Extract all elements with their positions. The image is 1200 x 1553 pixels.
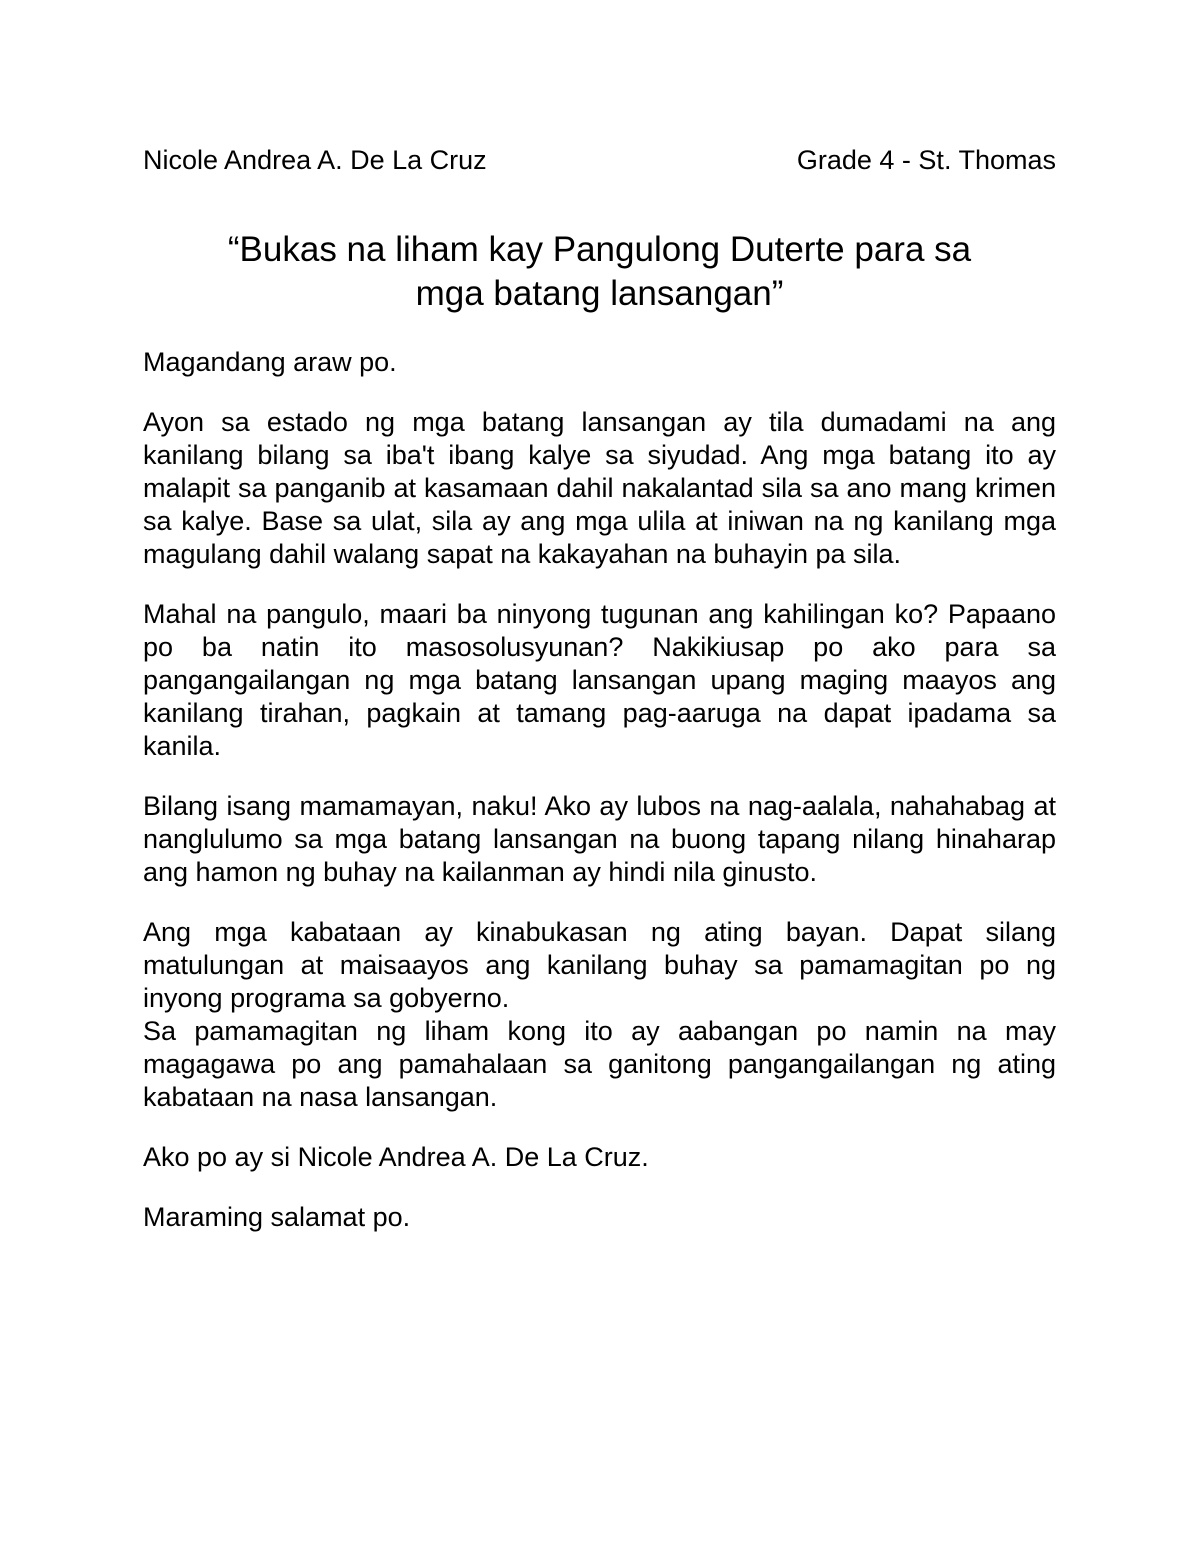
letter-closing: Maraming salamat po.	[143, 1202, 411, 1232]
letter-title-line-2: mga batang lansangan”	[415, 274, 784, 313]
letter-greeting: Magandang araw po.	[143, 347, 397, 377]
grade-section: Grade 4 - St. Thomas	[796, 145, 1056, 175]
letter-title	[143, 228, 1056, 316]
letter-paragraph-5: Sa pamamagitan ng liham kong ito ay aabangan po namin na may magagawa po ang pamahalaan sa ganitong pangangailangan ng ating kabataan na nasa lansangan.	[143, 1016, 1056, 1112]
document-header	[143, 143, 1056, 177]
letter-title-line-1: “Bukas na liham kay Pangulong Duterte para sa	[227, 230, 972, 269]
student-name: Nicole Andrea A. De La Cruz	[143, 145, 487, 175]
letter-introduction: Ako po ay si Nicole Andrea A. De La Cruz.	[143, 1142, 649, 1172]
letter-paragraph-4: Ang mga kabataan ay kinabukasan ng ating bayan. Dapat silang matulungan at maisaayos ang kanilang buhay sa pamamagitan po ng inyong programa sa gobyerno.	[143, 917, 1056, 1013]
letter-paragraph-1: Ayon sa estado ng mga batang lansangan ay tila dumadami na ang kanilang bilang sa iba't ibang kalye sa siyudad. Ang mga batang ito ay malapit sa panganib at kasamaan dahil nakalantad sila sa ano mang krimen sa kalye. Base sa ulat, sila ay ang mga ulila at iniwan na ng kanilang mga magulang dahil walang sapat na kakayahan na buhayin pa sila.	[143, 407, 1056, 569]
letter-paragraph-2: Mahal na pangulo, maari ba ninyong tugunan ang kahilingan ko? Papaano po ba natin ito masosolusyunan? Nakikiusap po ako para sa pangangailangan ng mga batang lansangan upang maging maayos ang kanilang tirahan, pagkain at tamang pag-aaruga na dapat ipadama sa kanila.	[143, 599, 1056, 761]
letter-paragraph-3: Bilang isang mamamayan, naku! Ako ay lubos na nag-aalala, nahahabag at nanglulumo sa mga batang lansangan na buong tapang nilang hinaharap ang hamon ng buhay na kailanman ay hindi nila ginusto.	[143, 791, 1056, 887]
letter-body	[143, 346, 1056, 1261]
